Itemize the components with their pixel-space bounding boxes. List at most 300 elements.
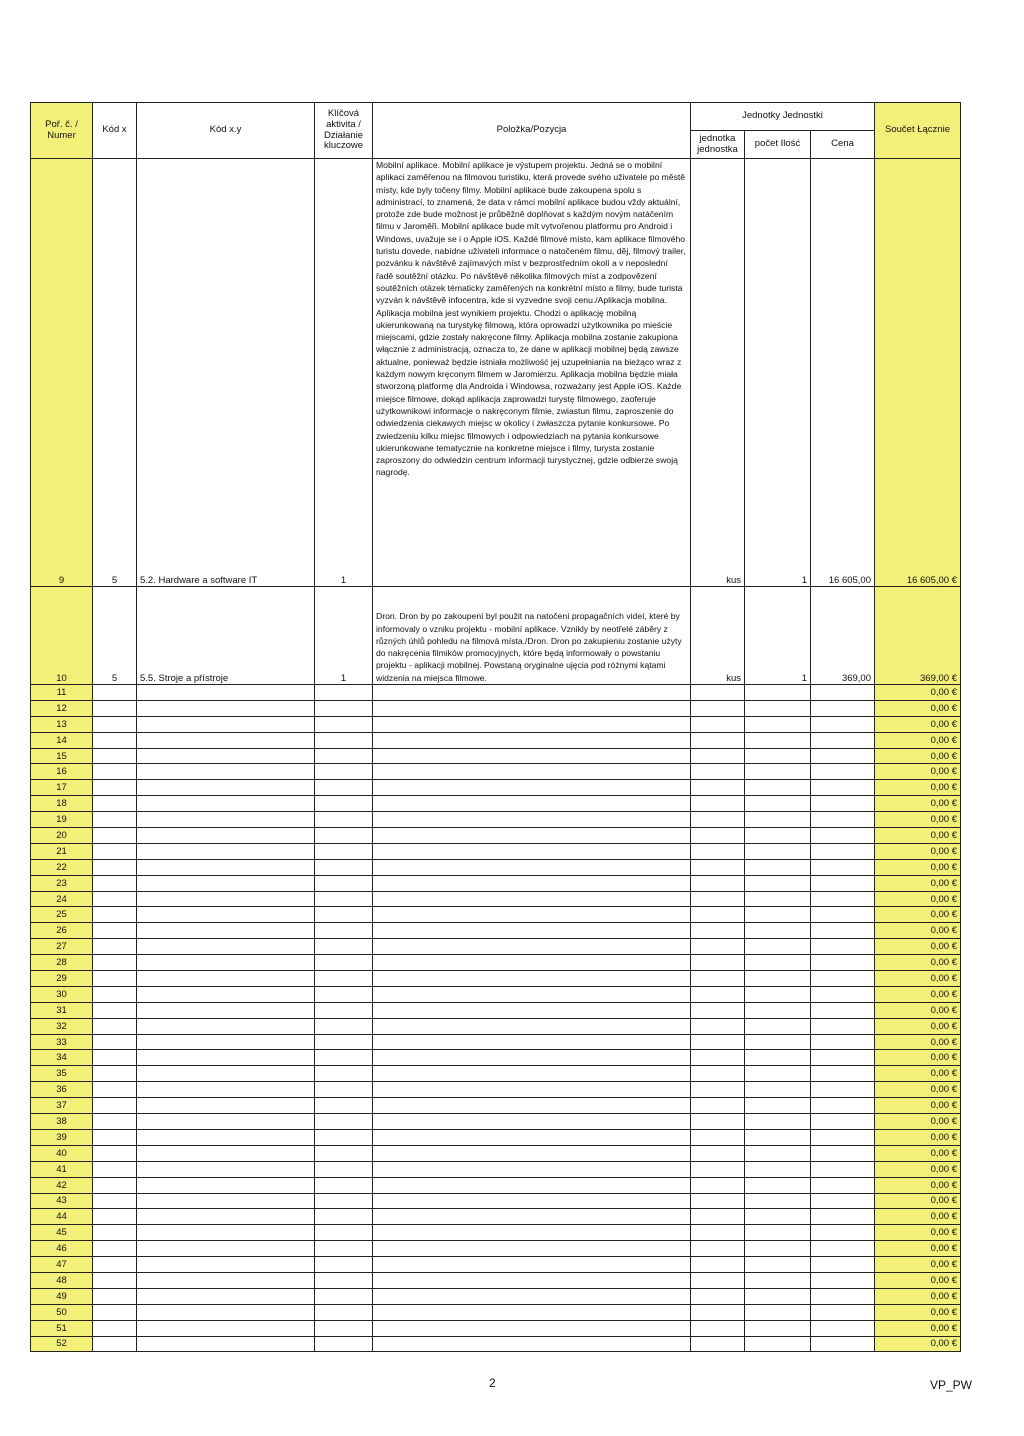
soucet-cell: 0,00 € <box>875 780 961 796</box>
jednotka-cell <box>691 1066 745 1082</box>
cena-cell <box>811 971 875 987</box>
jednotka-cell <box>691 1257 745 1273</box>
pocet-cell <box>745 843 811 859</box>
kod-xy-cell <box>137 1193 315 1209</box>
table-row <box>31 1177 961 1193</box>
kod-xy-cell <box>137 700 315 716</box>
table-row <box>31 1114 961 1130</box>
table-row <box>31 828 961 844</box>
soucet-cell: 0,00 € <box>875 939 961 955</box>
table-row <box>31 685 961 701</box>
jednotka-cell <box>691 1161 745 1177</box>
kod-x-cell <box>93 907 137 923</box>
row-number: 29 <box>31 971 93 987</box>
cena-cell <box>811 859 875 875</box>
kod-x-cell <box>93 1002 137 1018</box>
kod-xy-cell <box>137 1209 315 1225</box>
jednotka-cell <box>691 1225 745 1241</box>
row-number: 24 <box>31 891 93 907</box>
kod-x-cell <box>93 685 137 701</box>
kod-xy-cell <box>137 1336 315 1352</box>
kod-xy-cell: 5.5. Stroje a přístroje <box>137 587 315 685</box>
jednotka-cell <box>691 1018 745 1034</box>
kod-x-cell <box>93 748 137 764</box>
pocet-cell <box>745 1257 811 1273</box>
jednotka-cell <box>691 1193 745 1209</box>
col-header-poradi: Poř. č. / Numer <box>31 103 93 159</box>
aktivita-cell <box>315 923 373 939</box>
soucet-cell: 0,00 € <box>875 1209 961 1225</box>
jednotka-cell <box>691 1320 745 1336</box>
pocet-cell <box>745 1018 811 1034</box>
row-number: 26 <box>31 923 93 939</box>
table-row <box>31 587 961 685</box>
pocet-cell <box>745 955 811 971</box>
cena-cell <box>811 1129 875 1145</box>
cena-cell <box>811 1336 875 1352</box>
kod-x-cell <box>93 1018 137 1034</box>
table-row <box>31 716 961 732</box>
aktivita-cell <box>315 1257 373 1273</box>
kod-x-cell <box>93 939 137 955</box>
kod-xy-cell <box>137 1082 315 1098</box>
soucet-cell: 0,00 € <box>875 796 961 812</box>
polozka-cell <box>373 716 691 732</box>
kod-xy-cell <box>137 796 315 812</box>
aktivita-cell <box>315 764 373 780</box>
table-row <box>31 971 961 987</box>
polozka-cell <box>373 1320 691 1336</box>
table-row <box>31 700 961 716</box>
pocet-cell <box>745 685 811 701</box>
table-row <box>31 1002 961 1018</box>
aktivita-cell <box>315 1304 373 1320</box>
jednotka-cell <box>691 955 745 971</box>
row-number: 35 <box>31 1066 93 1082</box>
cena-cell <box>811 1272 875 1288</box>
cena-cell <box>811 1257 875 1273</box>
kod-xy-cell <box>137 732 315 748</box>
polozka-cell <box>373 828 691 844</box>
kod-xy-cell <box>137 1129 315 1145</box>
soucet-cell: 0,00 € <box>875 1241 961 1257</box>
table-row <box>31 732 961 748</box>
table-row <box>31 812 961 828</box>
kod-xy-cell <box>137 939 315 955</box>
kod-x-cell <box>93 955 137 971</box>
row-number: 47 <box>31 1257 93 1273</box>
polozka-cell <box>373 1050 691 1066</box>
cena-cell <box>811 891 875 907</box>
aktivita-cell <box>315 812 373 828</box>
kod-x-cell <box>93 1209 137 1225</box>
pocet-cell <box>745 716 811 732</box>
soucet-cell: 0,00 € <box>875 1320 961 1336</box>
cena-cell <box>811 1002 875 1018</box>
pocet-cell <box>745 780 811 796</box>
jednotka-cell <box>691 828 745 844</box>
soucet-cell: 0,00 € <box>875 1034 961 1050</box>
cena-cell <box>811 1018 875 1034</box>
jednotka-cell <box>691 923 745 939</box>
jednotka-cell <box>691 986 745 1002</box>
row-number: 20 <box>31 828 93 844</box>
table-row <box>31 875 961 891</box>
pocet-cell <box>745 1082 811 1098</box>
kod-xy-cell <box>137 828 315 844</box>
aktivita-cell <box>315 843 373 859</box>
table-row <box>31 1145 961 1161</box>
table-row <box>31 1272 961 1288</box>
soucet-cell: 0,00 € <box>875 1114 961 1130</box>
pocet-cell <box>745 732 811 748</box>
kod-x-cell <box>93 1082 137 1098</box>
jednotka-cell <box>691 907 745 923</box>
aktivita-cell <box>315 1002 373 1018</box>
polozka-cell <box>373 923 691 939</box>
pocet-cell <box>745 1002 811 1018</box>
kod-x-cell <box>93 812 137 828</box>
row-number: 10 <box>31 587 93 685</box>
aktivita-cell <box>315 1129 373 1145</box>
cena-cell: 16 605,00 <box>811 159 875 587</box>
table-row <box>31 1320 961 1336</box>
cena-cell <box>811 1288 875 1304</box>
aktivita-cell <box>315 875 373 891</box>
aktivita-cell <box>315 685 373 701</box>
table-row <box>31 1241 961 1257</box>
aktivita-cell: 1 <box>315 159 373 587</box>
soucet-cell: 0,00 € <box>875 732 961 748</box>
aktivita-cell <box>315 1241 373 1257</box>
soucet-cell: 0,00 € <box>875 1161 961 1177</box>
pocet-cell <box>745 939 811 955</box>
pocet-cell <box>745 875 811 891</box>
polozka-cell <box>373 1225 691 1241</box>
soucet-cell: 0,00 € <box>875 1002 961 1018</box>
cena-cell <box>811 1177 875 1193</box>
jednotka-cell <box>691 700 745 716</box>
row-number: 18 <box>31 796 93 812</box>
table-row <box>31 859 961 875</box>
row-number: 43 <box>31 1193 93 1209</box>
polozka-cell <box>373 1241 691 1257</box>
polozka-cell <box>373 1288 691 1304</box>
soucet-cell: 0,00 € <box>875 1129 961 1145</box>
soucet-cell: 0,00 € <box>875 1288 961 1304</box>
cena-cell <box>811 1098 875 1114</box>
row-number: 36 <box>31 1082 93 1098</box>
aktivita-cell <box>315 1209 373 1225</box>
table-row <box>31 1336 961 1352</box>
cena-cell <box>811 685 875 701</box>
pocet-cell <box>745 1193 811 1209</box>
polozka-cell <box>373 939 691 955</box>
soucet-cell: 0,00 € <box>875 971 961 987</box>
soucet-cell: 0,00 € <box>875 1066 961 1082</box>
cena-cell: 369,00 <box>811 587 875 685</box>
kod-xy-cell <box>137 685 315 701</box>
polozka-cell <box>373 1002 691 1018</box>
row-number: 13 <box>31 716 93 732</box>
kod-x-cell <box>93 1114 137 1130</box>
col-header-aktivita: Klíčová aktivita / Działanie kluczowe <box>315 103 373 159</box>
pocet-cell <box>745 1209 811 1225</box>
table-row <box>31 796 961 812</box>
col-header-kod-xy: Kód x.y <box>137 103 315 159</box>
row-number: 33 <box>31 1034 93 1050</box>
pocet-cell <box>745 986 811 1002</box>
soucet-cell: 0,00 € <box>875 1304 961 1320</box>
table-row <box>31 1050 961 1066</box>
col-header-polozka: Položka/Pozycja <box>373 103 691 159</box>
kod-x-cell <box>93 1177 137 1193</box>
row-number: 23 <box>31 875 93 891</box>
soucet-cell: 0,00 € <box>875 685 961 701</box>
kod-xy-cell <box>137 1161 315 1177</box>
kod-x-cell <box>93 1066 137 1082</box>
soucet-cell: 0,00 € <box>875 1098 961 1114</box>
table-row <box>31 1225 961 1241</box>
aktivita-cell <box>315 1082 373 1098</box>
kod-xy-cell <box>137 986 315 1002</box>
soucet-cell: 0,00 € <box>875 843 961 859</box>
pocet-cell <box>745 1098 811 1114</box>
row-number: 37 <box>31 1098 93 1114</box>
jednotka-cell <box>691 891 745 907</box>
soucet-cell: 0,00 € <box>875 716 961 732</box>
jednotka-cell <box>691 780 745 796</box>
polozka-cell <box>373 986 691 1002</box>
kod-x-cell <box>93 1145 137 1161</box>
polozka-cell <box>373 1193 691 1209</box>
jednotka-cell <box>691 1336 745 1352</box>
col-header-pocet: počet Ilość <box>745 131 811 159</box>
aktivita-cell <box>315 1272 373 1288</box>
pocet-cell <box>745 923 811 939</box>
cena-cell <box>811 955 875 971</box>
cena-cell <box>811 1114 875 1130</box>
kod-xy-cell <box>137 1050 315 1066</box>
kod-x-cell <box>93 986 137 1002</box>
jednotka-cell: kus <box>691 587 745 685</box>
aktivita-cell <box>315 1114 373 1130</box>
jednotka-cell <box>691 1177 745 1193</box>
polozka-cell <box>373 700 691 716</box>
soucet-cell: 0,00 € <box>875 986 961 1002</box>
cena-cell <box>811 1193 875 1209</box>
cena-cell <box>811 1320 875 1336</box>
soucet-cell: 0,00 € <box>875 891 961 907</box>
row-number: 15 <box>31 748 93 764</box>
aktivita-cell <box>315 1018 373 1034</box>
jednotka-cell: kus <box>691 159 745 587</box>
polozka-cell <box>373 780 691 796</box>
aktivita-cell <box>315 780 373 796</box>
kod-xy-cell <box>137 1145 315 1161</box>
kod-x-cell <box>93 1161 137 1177</box>
row-number: 38 <box>31 1114 93 1130</box>
polozka-cell <box>373 1066 691 1082</box>
cena-cell <box>811 1161 875 1177</box>
kod-xy-cell <box>137 843 315 859</box>
soucet-cell: 0,00 € <box>875 875 961 891</box>
aktivita-cell <box>315 955 373 971</box>
jednotka-cell <box>691 1241 745 1257</box>
row-number: 27 <box>31 939 93 955</box>
kod-xy-cell <box>137 875 315 891</box>
jednotka-cell <box>691 939 745 955</box>
polozka-cell <box>373 907 691 923</box>
row-number: 30 <box>31 986 93 1002</box>
pocet-cell <box>745 1145 811 1161</box>
jednotka-cell <box>691 732 745 748</box>
pocet-cell: 1 <box>745 159 811 587</box>
kod-xy-cell <box>137 859 315 875</box>
soucet-cell: 0,00 € <box>875 1082 961 1098</box>
table-row <box>31 1193 961 1209</box>
polozka-cell <box>373 1098 691 1114</box>
polozka-cell <box>373 748 691 764</box>
kod-xy-cell <box>137 1098 315 1114</box>
aktivita-cell <box>315 1034 373 1050</box>
kod-x-cell <box>93 1257 137 1273</box>
aktivita-cell <box>315 1288 373 1304</box>
pocet-cell <box>745 1129 811 1145</box>
polozka-cell <box>373 875 691 891</box>
jednotka-cell <box>691 1034 745 1050</box>
soucet-cell: 369,00 € <box>875 587 961 685</box>
kod-x-cell <box>93 1336 137 1352</box>
soucet-cell: 0,00 € <box>875 859 961 875</box>
jednotka-cell <box>691 1145 745 1161</box>
aktivita-cell <box>315 891 373 907</box>
soucet-cell: 0,00 € <box>875 955 961 971</box>
row-number: 22 <box>31 859 93 875</box>
polozka-cell <box>373 1209 691 1225</box>
table-row <box>31 986 961 1002</box>
cena-cell <box>811 764 875 780</box>
aktivita-cell <box>315 828 373 844</box>
pocet-cell <box>745 1161 811 1177</box>
aktivita-cell <box>315 859 373 875</box>
jednotka-cell <box>691 1288 745 1304</box>
row-number: 44 <box>31 1209 93 1225</box>
cena-cell <box>811 986 875 1002</box>
polozka-cell <box>373 1145 691 1161</box>
polozka-cell <box>373 732 691 748</box>
aktivita-cell <box>315 907 373 923</box>
pocet-cell <box>745 1034 811 1050</box>
jednotka-cell <box>691 859 745 875</box>
jednotka-cell <box>691 764 745 780</box>
aktivita-cell <box>315 1193 373 1209</box>
row-number: 14 <box>31 732 93 748</box>
polozka-cell <box>373 859 691 875</box>
row-number: 39 <box>31 1129 93 1145</box>
kod-xy-cell <box>137 1288 315 1304</box>
kod-xy-cell <box>137 1002 315 1018</box>
kod-xy-cell <box>137 780 315 796</box>
kod-x-cell <box>93 1225 137 1241</box>
jednotka-cell <box>691 716 745 732</box>
soucet-cell: 0,00 € <box>875 748 961 764</box>
cena-cell <box>811 843 875 859</box>
kod-x-cell: 5 <box>93 587 137 685</box>
pocet-cell <box>745 1177 811 1193</box>
row-number: 41 <box>31 1161 93 1177</box>
row-number: 40 <box>31 1145 93 1161</box>
jednotka-cell <box>691 843 745 859</box>
row-number: 12 <box>31 700 93 716</box>
row-number: 21 <box>31 843 93 859</box>
soucet-cell: 0,00 € <box>875 1193 961 1209</box>
polozka-cell: Dron. Dron by po zakoupení byl použit na natočení propagačních videí, které by informovaly o vzniku projektu - mobilní aplikace. Vznikly by neotřelé záběry z různých úhlů pohledu na filmová místa./Dron. Dron po zakupieniu zostanie użyty do nakręcenia filmików promocyjnych, które będą informowały o powstaniu projektu - aplikacji mobilnej. Powstaną oryginalne ujęcia pod różnymi kątami widzenia na miejsca filmowe. <box>373 587 691 685</box>
kod-x-cell <box>93 1304 137 1320</box>
row-number: 28 <box>31 955 93 971</box>
soucet-cell: 0,00 € <box>875 907 961 923</box>
aktivita-cell <box>315 700 373 716</box>
aktivita-cell <box>315 939 373 955</box>
row-number: 11 <box>31 685 93 701</box>
soucet-cell: 0,00 € <box>875 1336 961 1352</box>
kod-x-cell <box>93 843 137 859</box>
kod-x-cell <box>93 1288 137 1304</box>
cena-cell <box>811 1241 875 1257</box>
kod-xy-cell: 5.2. Hardware a software IT <box>137 159 315 587</box>
polozka-cell <box>373 891 691 907</box>
row-number: 51 <box>31 1320 93 1336</box>
jednotka-cell <box>691 1304 745 1320</box>
cena-cell <box>811 1225 875 1241</box>
pocet-cell <box>745 1066 811 1082</box>
kod-x-cell <box>93 796 137 812</box>
pocet-cell <box>745 971 811 987</box>
jednotka-cell <box>691 1209 745 1225</box>
kod-xy-cell <box>137 1018 315 1034</box>
row-number: 50 <box>31 1304 93 1320</box>
table-row <box>31 1257 961 1273</box>
polozka-cell <box>373 1114 691 1130</box>
col-header-soucet: Součet Łącznie <box>875 103 961 159</box>
pocet-cell <box>745 907 811 923</box>
kod-x-cell <box>93 1129 137 1145</box>
pocet-cell <box>745 1241 811 1257</box>
kod-xy-cell <box>137 764 315 780</box>
polozka-cell <box>373 764 691 780</box>
polozka-cell <box>373 1082 691 1098</box>
row-number: 42 <box>31 1177 93 1193</box>
cena-cell <box>811 1034 875 1050</box>
kod-x-cell <box>93 1241 137 1257</box>
table-row <box>31 955 961 971</box>
aktivita-cell <box>315 971 373 987</box>
polozka-cell <box>373 1018 691 1034</box>
jednotka-cell <box>691 875 745 891</box>
pocet-cell <box>745 1320 811 1336</box>
row-number: 49 <box>31 1288 93 1304</box>
aktivita-cell <box>315 716 373 732</box>
kod-xy-cell <box>137 1320 315 1336</box>
kod-xy-cell <box>137 923 315 939</box>
aktivita-cell <box>315 732 373 748</box>
row-number: 17 <box>31 780 93 796</box>
row-number: 48 <box>31 1272 93 1288</box>
table-row <box>31 1018 961 1034</box>
kod-x-cell <box>93 780 137 796</box>
kod-x-cell <box>93 859 137 875</box>
kod-x-cell <box>93 700 137 716</box>
